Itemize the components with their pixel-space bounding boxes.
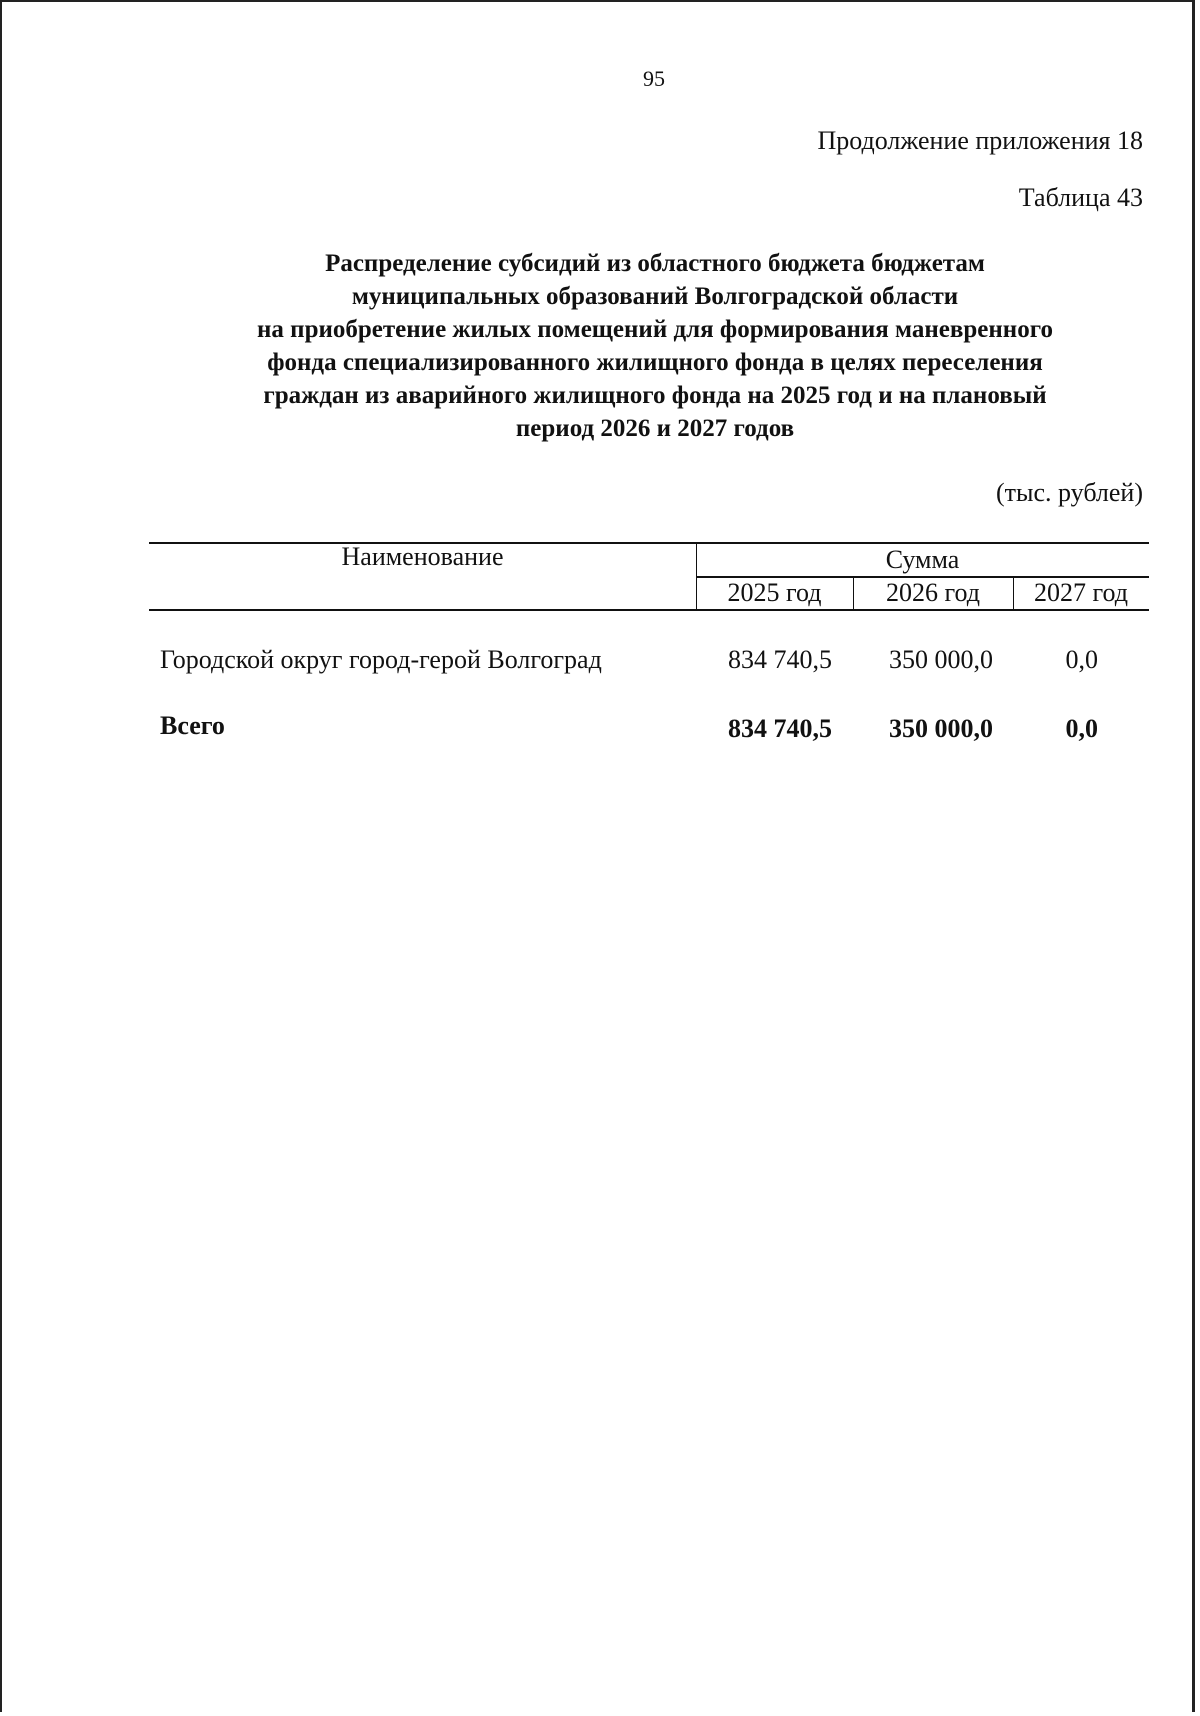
title-line: фонда специализированного жилищного фонда в целях переселения [267,349,1043,376]
header-year: 2026 год [886,578,980,607]
title-line: на приобретение жилых помещений для формирования маневренного [257,316,1053,343]
total-value: 0,0 [1065,714,1098,743]
row-value: 834 740,5 [728,645,832,674]
title-line: Распределение субсидий из областного бюджета бюджетам [325,250,985,277]
table-label: Таблица 43 [1018,183,1143,212]
total-label: Всего [160,711,225,740]
document-title [140,247,1170,445]
page-number: 95 [643,66,665,91]
title-line: граждан из аварийного жилищного фонда на 2025 год и на плановый [263,382,1047,409]
header-bottom-rule [149,609,1149,611]
row-name: Городской округ город-герой Волгоград [160,645,602,674]
row-value: 350 000,0 [889,645,993,674]
title-line: муниципальных образований Волгоградской области [351,283,959,310]
header-year: 2025 год [727,578,822,607]
total-value: 350 000,0 [889,714,993,743]
units-note: (тыс. рублей) [995,478,1143,507]
header-name: Наименование [341,542,504,571]
title-line: период 2026 и 2027 годов [515,415,795,442]
header-year: 2027 год [1034,578,1128,607]
row-value: 0,0 [1065,645,1098,674]
header-sum: Сумма [885,545,960,574]
total-value: 834 740,5 [728,714,832,743]
appendix-note: Продолжение приложения 18 [817,126,1143,155]
